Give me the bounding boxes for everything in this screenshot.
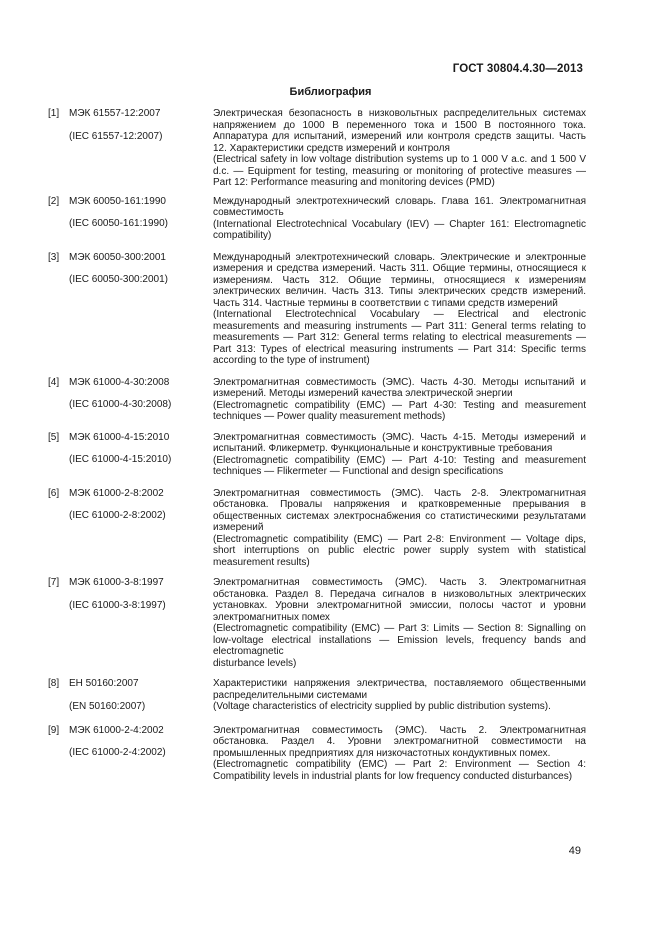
entry-international-id: (IEC 61000-2-4:2002) xyxy=(69,747,166,758)
entry-identifiers xyxy=(69,577,209,611)
entry-description-paragraph: (Electromagnetic compatibility (EMC) — Part 4-10: Testing and measurement techniques — Flikermeter — Functional and design specifications xyxy=(213,454,586,477)
entry-number: [1] xyxy=(48,108,60,119)
bibliography-entry xyxy=(48,377,586,423)
bibliography-entry xyxy=(48,108,586,189)
entry-national-id: МЭК 61000-2-4:2002 xyxy=(69,724,164,736)
entry-national-id: МЭК 60050-161:1990 xyxy=(69,195,166,207)
entry-description xyxy=(213,432,586,478)
entry-number: [6] xyxy=(48,487,60,499)
bibliography-entry xyxy=(48,488,586,569)
entry-international-id: (IEC 61000-4-15:2010) xyxy=(69,454,172,465)
entry-description-paragraph: disturbance levels) xyxy=(213,657,297,669)
entry-description-paragraph: Международный электротехнический словарь. Электрические и электронные измерения и средства измерений. Часть 311. Общие термины, относящиеся к измерениям. Часть 312. Общие термины, относящиеся к измерениям электрических величин. Часть 313. Типы электрических средств измерений. Часть 314. Частные термины в соответствии с типами средств измерений xyxy=(213,251,586,309)
entry-description-paragraph: Электромагнитная совместимость (ЭМС). Часть 3. Электромагнитная обстановка. Раздел 8. Передача сигналов в низковольтных электрических установках. Уровни электромагнитной эмиссии, полосы частот и уровни электромагнитных помех xyxy=(213,577,586,623)
bibliography-list xyxy=(48,108,586,782)
entry-identifiers xyxy=(69,108,209,142)
entry-international-id: (IEC 61557-12:2007) xyxy=(69,130,163,142)
entry-description-paragraph: (Electromagnetic compatibility (EMC) — Part 2: Environment — Section 4: Compatibility levels in industrial plants for low frequency conducted disturbances) xyxy=(213,759,586,782)
entry-international-id: (IEC 61000-3-8:1997) xyxy=(69,599,166,611)
entry-number: [7] xyxy=(48,577,60,588)
entry-international-id: (IEC 60050-300:2001) xyxy=(69,274,168,285)
entry-national-id: МЭК 61000-4-15:2010 xyxy=(69,431,170,443)
bibliography-entry xyxy=(48,678,586,713)
entry-identifiers xyxy=(69,488,209,522)
page-title: Библиография xyxy=(289,86,372,98)
entry-national-id: МЭК 61557-12:2007 xyxy=(69,108,161,119)
entry-description-paragraph: (Electrical safety in low voltage distribution systems up to 1 000 V a.c. and 1 500 V d.c. — Equipment for testing, measuring or monitoring of protective measures — Part 12: Performance measuring and monitoring devices (PMD) xyxy=(213,154,586,188)
entry-description xyxy=(213,196,586,242)
entry-description-paragraph: Электромагнитная совместимость (ЭМС). Часть 2-8. Электромагнитная обстановка. Провалы напряжения и кратковременные прерывания в общественных системах электроснабжения со статистическими результатами измерений xyxy=(213,487,586,533)
entry-international-id: (IEC 61000-4-30:2008) xyxy=(69,399,172,410)
entry-number: [2] xyxy=(48,195,60,207)
bibliography-entry xyxy=(48,432,586,478)
entry-description-paragraph: (Electromagnetic compatibility (EMC) — Part 2-8: Environment — Voltage dips, short interruptions on public electric power supply system with statistical measurement results) xyxy=(213,533,586,568)
entry-number: [5] xyxy=(48,431,60,443)
entry-description-paragraph: (Voltage characteristics of electricity supplied by public distribution systems). xyxy=(213,701,551,712)
entry-description xyxy=(213,725,586,783)
entry-description-paragraph: Электромагнитная совместимость (ЭМС). Часть 2. Электромагнитная обстановка. Раздел 4. Уровни электромагнитной совместимости на промышленных предприятиях для низкочастотных кондуктивных помех. xyxy=(213,724,586,759)
entry-description-paragraph: Характеристики напряжения электричества, поставляемого общественными распределительными системами xyxy=(213,678,586,701)
page-number: 49 xyxy=(568,845,581,857)
entry-identifiers xyxy=(69,678,209,712)
entry-description-paragraph: (International Electrotechnical Vocabulary (IEV) — Chapter 161: Electromagnetic compatibility) xyxy=(213,218,586,241)
entry-national-id: ЕН 50160:2007 xyxy=(69,678,139,689)
entry-number: [8] xyxy=(48,678,60,689)
entry-identifiers xyxy=(69,377,209,411)
entry-national-id: МЭК 60050-300:2001 xyxy=(69,251,166,263)
entry-description-paragraph: Электрическая безопасность в низковольтных распределительных системах напряжением до 1000 В переменного тока и 1500 В постоянного тока. Аппаратура для испытаний, измерений или контроля средств защиты. Часть 12. Характеристики средств измерений и контроля xyxy=(213,108,586,154)
entry-description xyxy=(213,488,586,569)
entry-description-paragraph: Международный электротехнический словарь. Глава 161. Электромагнитная совместимость xyxy=(213,195,586,218)
bibliography-entry xyxy=(48,725,586,783)
entry-national-id: МЭК 61000-4-30:2008 xyxy=(69,376,170,388)
entry-description-paragraph: (Electromagnetic compatibility (EMC) — Part 3: Limits — Section 8: Signalling on low-voltage electrical installations — Emission levels, frequency bands and electromagnetic xyxy=(213,623,586,657)
entry-description-paragraph: (International Electrotechnical Vocabulary — Electrical and electronic measurements and measuring instruments — Part 311: General terms relating to measurements — Part 312: General terms relating to electrical measurements — Part 313: Types of electrical measuring instruments — Part 314: Specific terms according to the type of instrument) xyxy=(213,309,586,366)
entry-national-id: МЭК 61000-3-8:1997 xyxy=(69,577,164,588)
entry-international-id: (IEC 61000-2-8:2002) xyxy=(69,510,166,521)
standard-code: ГОСТ 30804.4.30—2013 xyxy=(452,63,583,75)
entry-identifiers xyxy=(69,196,209,230)
entry-number: [3] xyxy=(48,251,60,263)
entry-description xyxy=(213,678,586,713)
bibliography-entry xyxy=(48,252,586,367)
entry-identifiers xyxy=(69,725,209,759)
entry-identifiers xyxy=(69,252,209,286)
entry-international-id: (EN 50160:2007) xyxy=(69,700,146,712)
entry-description xyxy=(213,108,586,189)
entry-description xyxy=(213,252,586,367)
entry-description xyxy=(213,377,586,423)
entry-description-paragraph: (Electromagnetic compatibility (EMC) — Part 4-30: Testing and measurement techniques — Power quality measurement methods) xyxy=(213,399,586,422)
entry-number: [4] xyxy=(48,376,60,388)
entry-description-paragraph: Электромагнитная совместимость (ЭМС). Часть 4-30. Методы испытаний и измерений. Методы измерений качества электрической энергии xyxy=(213,376,586,399)
bibliography-entry xyxy=(48,196,586,242)
entry-national-id: МЭК 61000-2-8:2002 xyxy=(69,487,164,499)
entry-international-id: (IEC 60050-161:1990) xyxy=(69,218,168,229)
entry-identifiers xyxy=(69,432,209,466)
entry-description-paragraph: Электромагнитная совместимость (ЭМС). Часть 4-15. Методы измерений и испытаний. Фликерметр. Функциональные и конструктивные требования xyxy=(213,431,586,454)
entry-number: [9] xyxy=(48,724,60,736)
bibliography-entry xyxy=(48,577,586,669)
entry-description xyxy=(213,577,586,669)
